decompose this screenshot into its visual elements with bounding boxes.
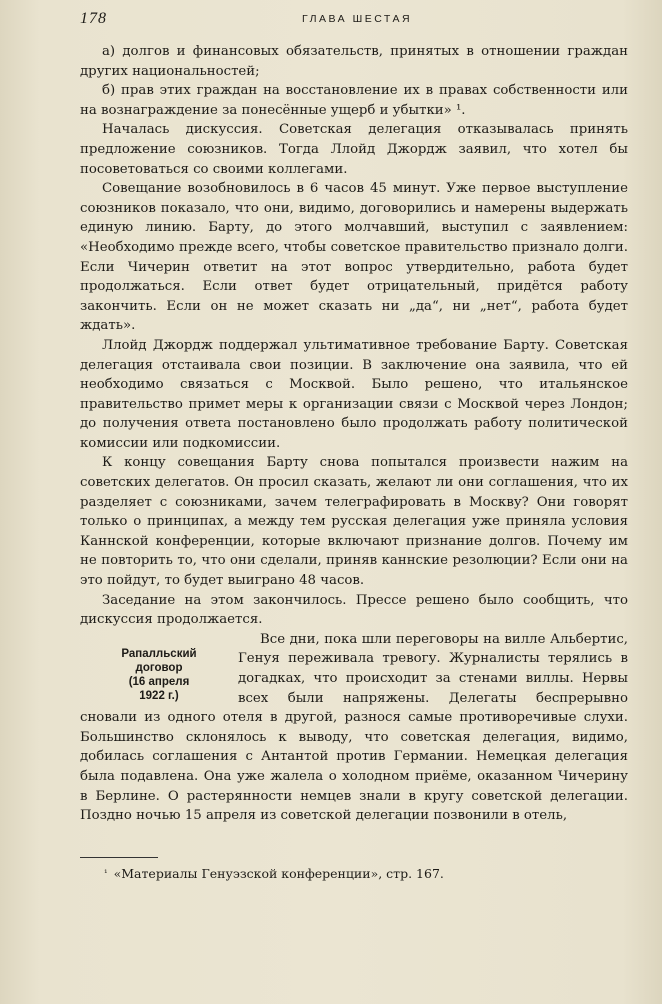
paragraph-discussion-start: Началась дискуссия. Советская делегация отказывалась принять предложение союзников. Тогда Ллойд Джордж заявил, что хотел бы посоветоваться со своими коллегами. (80, 122, 628, 177)
margin-heading-line: (16 апреля (128, 675, 190, 688)
footnote-text: «Материалы Генуэзской конференции», стр. 167. (113, 866, 444, 881)
margin-heading-line: 1922 г.) (139, 689, 179, 702)
footnote (104, 866, 624, 882)
rapallo-section (80, 630, 628, 826)
footnote-mark: ¹ (104, 869, 108, 879)
paragraph-meeting-resumed: Совещание возобновилось в 6 часов 45 минут. Уже первое выступление союзников показало, что они, видимо, договорились и намерены выдержать единую линию. Барту, до этого молчавший, выступил с заявлением: «Необходимо прежде всего, чтобы советское правительство признало долги. Если Чичерин ответит на этот вопрос утвердительно, работа будет продолжаться. Если ответ будет отрицательный, придётся работу закончить. Если он не может сказать ни „да“, ни „нет“, работа будет ждать». (80, 181, 628, 334)
paragraph-barthou-pressure: К концу совещания Барту снова попытался произвести нажим на советских делегатов. Он просил сказать, желают ли они соглашения, что их разделяет с союзниками, зачем телеграфировать в Москву? Они говорят только о принципах, а между тем русская делегация уже приняла условия Каннской конференции, которые включают признание долгов. Почему им не повторить то, что они сделали, приняв каннские резолюции? Если они на это пойдут, то будет выиграно 48 часов. (80, 455, 628, 589)
margin-heading-line: Рапалльский (121, 647, 197, 660)
paragraph-lloyd-george-ultimatum: Ллойд Джордж поддержал ультимативное требование Барту. Советская делегация отстаивала свои позиции. В заключение она заявила, что ей необходимо связаться с Москвой. Было решено, что итальянское правительство примет меры к организации связи с Москвой через Лондон; до получения ответа постановлено было продолжать работу политической комиссии или подкомиссии. (80, 337, 628, 451)
paragraph-meeting-ended: Заседание на этом закончилось. Прессе решено было сообщить, что дискуссия продолжается. (80, 592, 628, 628)
margin-heading-line: договор (135, 661, 183, 674)
paragraph-list-item-a: а) долгов и финансовых обязательств, принятых в отношении граждан других национальностей; (80, 44, 628, 79)
chapter-title: ГЛАВА ШЕСТАЯ (302, 13, 413, 25)
body-text (80, 42, 628, 826)
footnote-rule (80, 857, 158, 858)
paragraph-villa-albertis: Все дни, пока шли переговоры на вилле Альбертис, Генуя переживала тревогу. Журналисты терялись в догадках, что происходит за стенами виллы. Нервы всех были напряжены. Делегаты беспрерывно сновали из одного отеля в другой, разнося самые противоречивые слухи. Большинство склонялось к выводу, что советская делегация, видимо, добилась соглашения с Антантой против Германии. Немецкая делегация была подавлена. Она уже жалела о холодном приёме, оказанном Чичерину в Берлине. О растерянности немцев знали в кругу советской делегации. Поздно ночью 15 апреля из советской делегации позвонили в отель, (80, 631, 628, 824)
margin-heading (80, 647, 238, 703)
page-number: 178 (80, 10, 107, 27)
running-head (80, 10, 616, 32)
paragraph-list-item-b: б) прав этих граждан на восстановление их в правах собственности или на вознаграждение за понесённые ущерб и убытки» ¹. (80, 83, 628, 118)
